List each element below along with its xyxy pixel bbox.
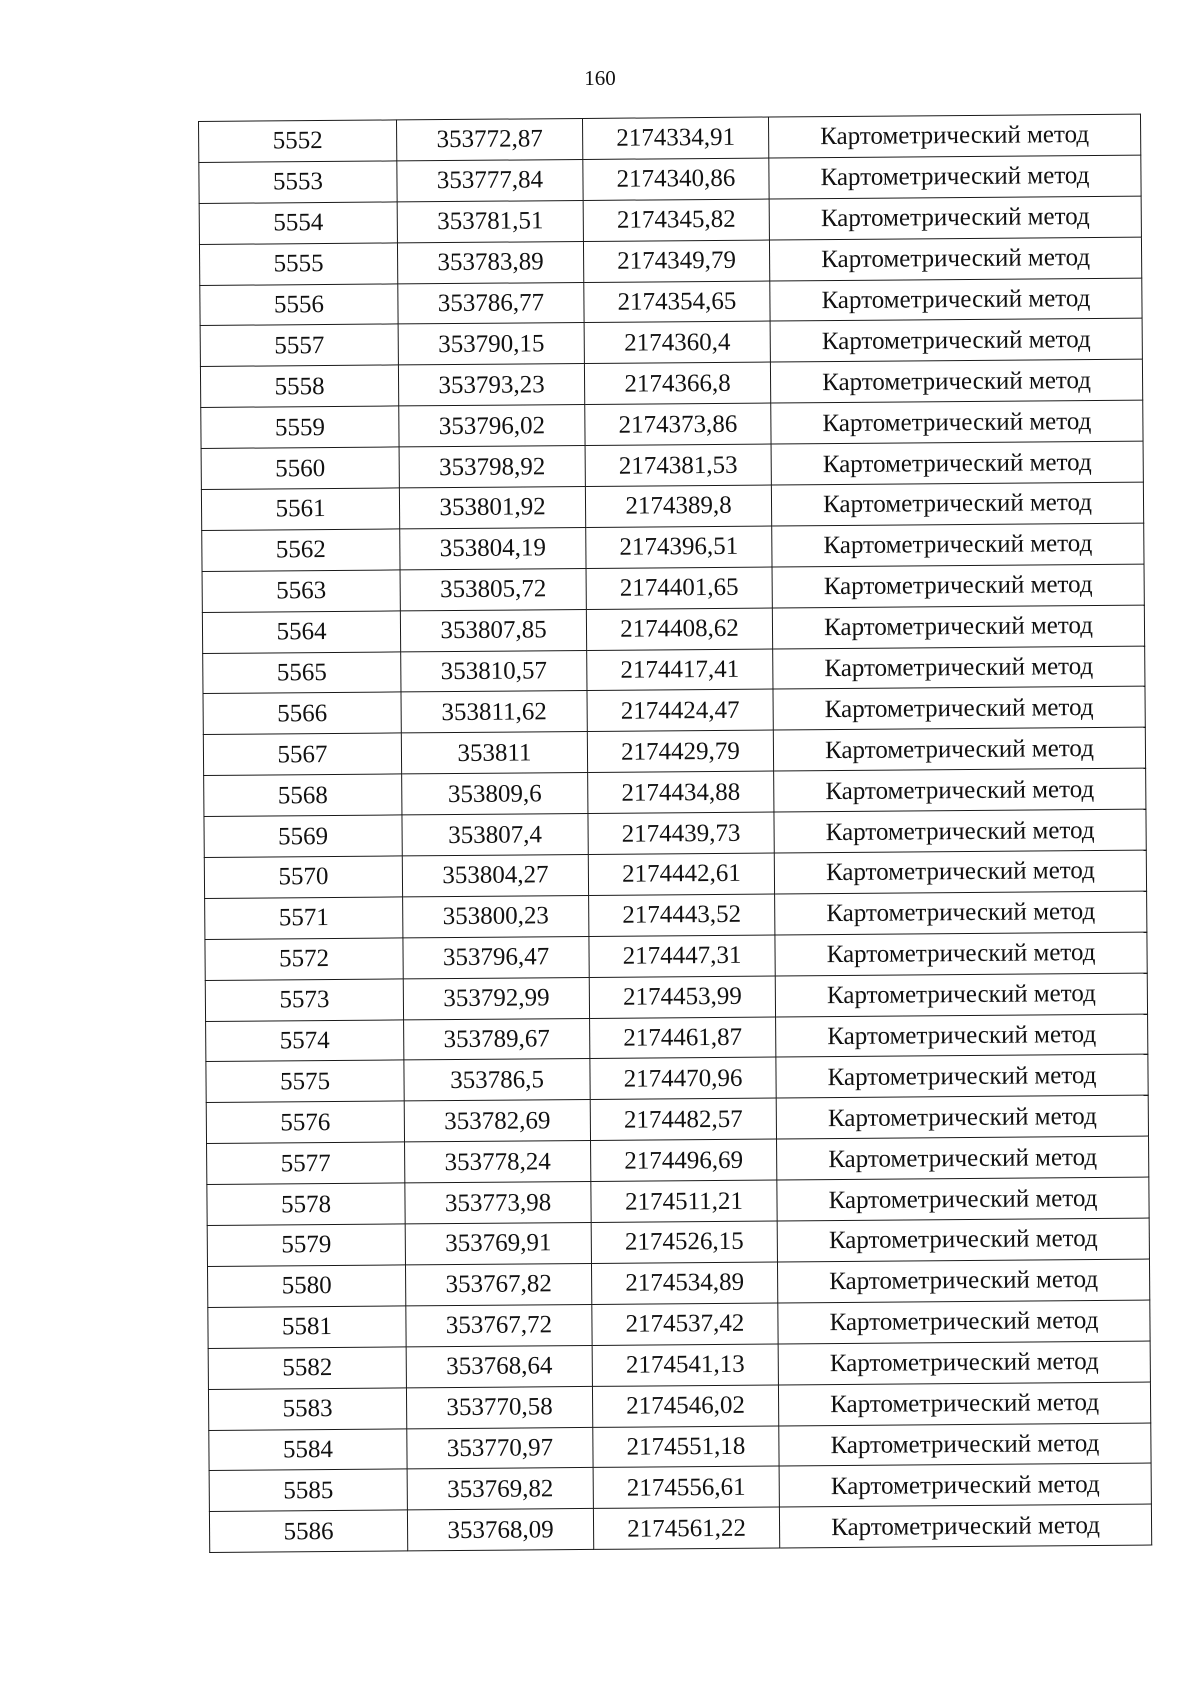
point-number-cell: 5581 bbox=[208, 1306, 406, 1348]
x-coordinate-cell: 353800,23 bbox=[403, 895, 589, 937]
y-coordinate-cell: 2174354,65 bbox=[584, 281, 770, 323]
y-coordinate-cell: 2174340,86 bbox=[583, 158, 769, 200]
x-coordinate-cell: 353807,85 bbox=[400, 609, 586, 651]
point-number-cell: 5556 bbox=[200, 283, 398, 325]
x-coordinate-cell: 353811 bbox=[401, 732, 587, 774]
y-coordinate-cell: 2174534,89 bbox=[591, 1262, 777, 1304]
point-number-cell: 5570 bbox=[204, 856, 402, 898]
y-coordinate-cell: 2174334,91 bbox=[582, 117, 768, 159]
point-number-cell: 5571 bbox=[205, 897, 403, 939]
x-coordinate-cell: 353768,09 bbox=[407, 1509, 593, 1551]
x-coordinate-cell: 353790,15 bbox=[398, 323, 584, 365]
x-coordinate-cell: 353769,82 bbox=[407, 1468, 593, 1510]
point-number-cell: 5583 bbox=[208, 1388, 406, 1430]
y-coordinate-cell: 2174439,73 bbox=[588, 812, 774, 854]
x-coordinate-cell: 353772,87 bbox=[396, 118, 582, 160]
method-cell: Картометрический метод bbox=[776, 1055, 1148, 1099]
y-coordinate-cell: 2174434,88 bbox=[588, 771, 774, 813]
y-coordinate-cell: 2174373,86 bbox=[585, 403, 771, 445]
point-number-cell: 5558 bbox=[200, 365, 398, 407]
y-coordinate-cell: 2174482,57 bbox=[590, 1098, 776, 1140]
y-coordinate-cell: 2174366,8 bbox=[584, 362, 770, 404]
x-coordinate-cell: 353782,69 bbox=[404, 1100, 590, 1142]
method-cell: Картометрический метод bbox=[771, 482, 1143, 526]
y-coordinate-cell: 2174443,52 bbox=[589, 894, 775, 936]
method-cell: Картометрический метод bbox=[775, 891, 1147, 935]
y-coordinate-cell: 2174511,21 bbox=[591, 1180, 777, 1222]
point-number-cell: 5562 bbox=[202, 529, 400, 571]
y-coordinate-cell: 2174453,99 bbox=[589, 976, 775, 1018]
point-number-cell: 5574 bbox=[206, 1020, 404, 1062]
point-number-cell: 5569 bbox=[204, 815, 402, 857]
y-coordinate-cell: 2174470,96 bbox=[590, 1057, 776, 1099]
method-cell: Картометрический метод bbox=[777, 1136, 1149, 1180]
x-coordinate-cell: 353786,5 bbox=[404, 1059, 590, 1101]
point-number-cell: 5585 bbox=[209, 1469, 407, 1511]
method-cell: Картометрический метод bbox=[773, 687, 1145, 731]
y-coordinate-cell: 2174408,62 bbox=[586, 608, 772, 650]
x-coordinate-cell: 353769,91 bbox=[405, 1222, 591, 1264]
point-number-cell: 5578 bbox=[207, 1183, 405, 1225]
method-cell: Картометрический метод bbox=[779, 1463, 1151, 1507]
x-coordinate-cell: 353770,97 bbox=[407, 1427, 593, 1469]
x-coordinate-cell: 353804,27 bbox=[402, 854, 588, 896]
method-cell: Картометрический метод bbox=[776, 1095, 1148, 1139]
point-number-cell: 5563 bbox=[202, 570, 400, 612]
point-number-cell: 5572 bbox=[205, 938, 403, 980]
point-number-cell: 5564 bbox=[202, 611, 400, 653]
y-coordinate-cell: 2174526,15 bbox=[591, 1221, 777, 1263]
x-coordinate-cell: 353777,84 bbox=[397, 159, 583, 201]
method-cell: Картометрический метод bbox=[773, 727, 1145, 771]
point-number-cell: 5561 bbox=[201, 488, 399, 530]
method-cell: Картометрический метод bbox=[777, 1259, 1149, 1303]
method-cell: Картометрический метод bbox=[778, 1341, 1150, 1385]
point-number-cell: 5579 bbox=[207, 1224, 405, 1266]
point-number-cell: 5586 bbox=[209, 1510, 407, 1552]
x-coordinate-cell: 353778,24 bbox=[405, 1141, 591, 1183]
x-coordinate-cell: 353783,89 bbox=[397, 241, 583, 283]
y-coordinate-cell: 2174360,4 bbox=[584, 321, 770, 363]
method-cell: Картометрический метод bbox=[777, 1177, 1149, 1221]
y-coordinate-cell: 2174396,51 bbox=[586, 526, 772, 568]
method-cell: Картометрический метод bbox=[777, 1218, 1149, 1262]
method-cell: Картометрический метод bbox=[768, 114, 1140, 158]
y-coordinate-cell: 2174556,61 bbox=[593, 1466, 779, 1508]
y-coordinate-cell: 2174442,61 bbox=[588, 853, 774, 895]
y-coordinate-cell: 2174349,79 bbox=[583, 240, 769, 282]
x-coordinate-cell: 353805,72 bbox=[400, 568, 586, 610]
point-number-cell: 5560 bbox=[201, 447, 399, 489]
method-cell: Картометрический метод bbox=[778, 1382, 1150, 1426]
x-coordinate-cell: 353781,51 bbox=[397, 200, 583, 242]
method-cell: Картометрический метод bbox=[775, 932, 1147, 976]
table-row bbox=[209, 1504, 1151, 1552]
method-cell: Картометрический метод bbox=[779, 1423, 1151, 1467]
method-cell: Картометрический метод bbox=[770, 359, 1142, 403]
x-coordinate-cell: 353768,64 bbox=[406, 1345, 592, 1387]
y-coordinate-cell: 2174496,69 bbox=[591, 1139, 777, 1181]
method-cell: Картометрический метод bbox=[774, 768, 1146, 812]
y-coordinate-cell: 2174429,79 bbox=[587, 730, 773, 772]
y-coordinate-cell: 2174546,02 bbox=[592, 1385, 778, 1427]
point-number-cell: 5580 bbox=[207, 1265, 405, 1307]
x-coordinate-cell: 353789,67 bbox=[404, 1018, 590, 1060]
method-cell: Картометрический метод bbox=[769, 237, 1141, 281]
method-cell: Картометрический метод bbox=[772, 564, 1144, 608]
x-coordinate-cell: 353804,19 bbox=[400, 527, 586, 569]
x-coordinate-cell: 353801,92 bbox=[399, 486, 585, 528]
y-coordinate-cell: 2174561,22 bbox=[593, 1507, 779, 1549]
x-coordinate-cell: 353793,23 bbox=[398, 364, 584, 406]
point-number-cell: 5576 bbox=[206, 1101, 404, 1143]
point-number-cell: 5565 bbox=[203, 652, 401, 694]
y-coordinate-cell: 2174389,8 bbox=[585, 485, 771, 527]
point-number-cell: 5559 bbox=[201, 406, 399, 448]
method-cell: Картометрический метод bbox=[773, 646, 1145, 690]
coordinates-table bbox=[198, 114, 1152, 1554]
point-number-cell: 5568 bbox=[204, 774, 402, 816]
y-coordinate-cell: 2174401,65 bbox=[586, 567, 772, 609]
point-number-cell: 5582 bbox=[208, 1347, 406, 1389]
y-coordinate-cell: 2174551,18 bbox=[593, 1425, 779, 1467]
x-coordinate-cell: 353798,92 bbox=[399, 446, 585, 488]
point-number-cell: 5553 bbox=[199, 161, 397, 203]
y-coordinate-cell: 2174345,82 bbox=[583, 199, 769, 241]
method-cell: Картометрический метод bbox=[775, 973, 1147, 1017]
y-coordinate-cell: 2174461,87 bbox=[590, 1017, 776, 1059]
method-cell: Картометрический метод bbox=[769, 196, 1141, 240]
x-coordinate-cell: 353773,98 bbox=[405, 1182, 591, 1224]
x-coordinate-cell: 353792,99 bbox=[403, 977, 589, 1019]
point-number-cell: 5555 bbox=[199, 243, 397, 285]
point-number-cell: 5566 bbox=[203, 692, 401, 734]
x-coordinate-cell: 353807,4 bbox=[402, 814, 588, 856]
point-number-cell: 5577 bbox=[207, 1142, 405, 1184]
point-number-cell: 5575 bbox=[206, 1060, 404, 1102]
method-cell: Картометрический метод bbox=[769, 155, 1141, 199]
y-coordinate-cell: 2174537,42 bbox=[592, 1303, 778, 1345]
method-cell: Картометрический метод bbox=[774, 850, 1146, 894]
x-coordinate-cell: 353796,02 bbox=[399, 405, 585, 447]
method-cell: Картометрический метод bbox=[771, 441, 1143, 485]
y-coordinate-cell: 2174417,41 bbox=[587, 649, 773, 691]
point-number-cell: 5567 bbox=[203, 733, 401, 775]
point-number-cell: 5573 bbox=[205, 979, 403, 1021]
method-cell: Картометрический метод bbox=[774, 809, 1146, 853]
x-coordinate-cell: 353767,82 bbox=[405, 1263, 591, 1305]
y-coordinate-cell: 2174447,31 bbox=[589, 935, 775, 977]
y-coordinate-cell: 2174541,13 bbox=[592, 1344, 778, 1386]
method-cell: Картометрический метод bbox=[770, 319, 1142, 363]
point-number-cell: 5584 bbox=[209, 1428, 407, 1470]
y-coordinate-cell: 2174424,47 bbox=[587, 689, 773, 731]
x-coordinate-cell: 353770,58 bbox=[406, 1386, 592, 1428]
method-cell: Картометрический метод bbox=[772, 523, 1144, 567]
method-cell: Картометрический метод bbox=[778, 1300, 1150, 1344]
table-body bbox=[199, 114, 1152, 1553]
page-number: 160 bbox=[584, 66, 616, 90]
point-number-cell: 5552 bbox=[199, 120, 397, 162]
y-coordinate-cell: 2174381,53 bbox=[585, 444, 771, 486]
x-coordinate-cell: 353796,47 bbox=[403, 936, 589, 978]
point-number-cell: 5557 bbox=[200, 324, 398, 366]
x-coordinate-cell: 353811,62 bbox=[401, 691, 587, 733]
method-cell: Картометрический метод bbox=[776, 1014, 1148, 1058]
method-cell: Картометрический метод bbox=[770, 278, 1142, 322]
point-number-cell: 5554 bbox=[199, 202, 397, 244]
method-cell: Картометрический метод bbox=[771, 400, 1143, 444]
x-coordinate-cell: 353786,77 bbox=[398, 282, 584, 324]
x-coordinate-cell: 353810,57 bbox=[401, 650, 587, 692]
x-coordinate-cell: 353809,6 bbox=[402, 773, 588, 815]
method-cell: Картометрический метод bbox=[779, 1504, 1151, 1548]
x-coordinate-cell: 353767,72 bbox=[406, 1304, 592, 1346]
method-cell: Картометрический метод bbox=[772, 605, 1144, 649]
